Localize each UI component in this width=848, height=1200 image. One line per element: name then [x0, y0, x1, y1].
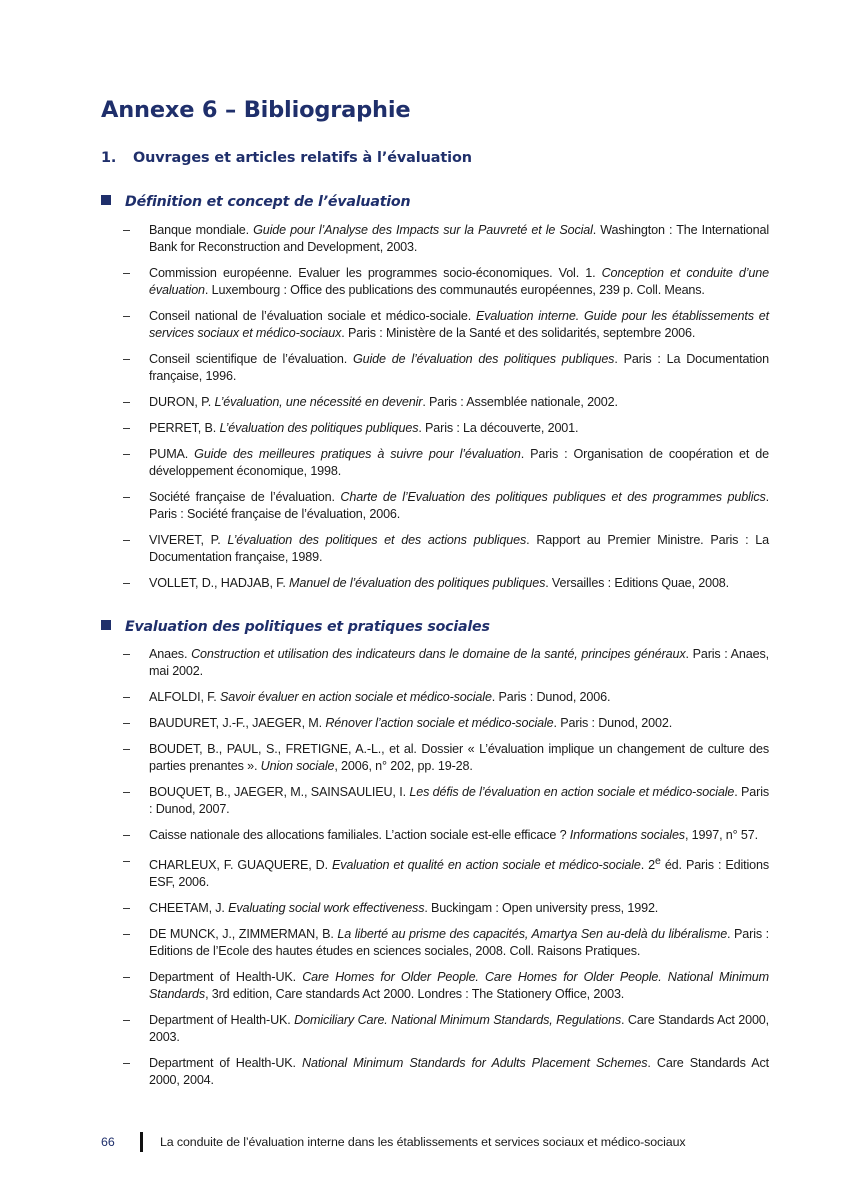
entry-title: Les défis de l’évaluation en action sociale et médico-sociale — [409, 785, 735, 799]
entry-publication: , 2006, n° 202, pp. 19-28. — [334, 759, 473, 773]
entry-title: L’évaluation, une nécessité en devenir — [214, 395, 423, 409]
bibliography-entry — [101, 646, 769, 680]
entry-author: Department of Health-UK. — [149, 970, 303, 985]
bibliography-entry — [101, 741, 769, 775]
page-number: 66 — [101, 1135, 115, 1149]
entry-author: Conseil scientifique de l’évaluation. — [149, 352, 353, 366]
bibliography-entry — [101, 446, 769, 480]
bibliography-entry — [101, 689, 769, 706]
list-dash: – — [123, 533, 130, 547]
footer-divider — [140, 1132, 143, 1152]
entry-title: Evaluation interne. Guide pour les établissements et services sociaux et médico-sociaux — [149, 309, 769, 340]
list-dash: – — [123, 223, 130, 237]
entry-title: Evaluating social work effectiveness — [228, 901, 425, 916]
list-dash: – — [123, 395, 130, 409]
bibliography-entry — [101, 1055, 769, 1089]
page-footer — [101, 1132, 781, 1154]
entry-title: La liberté au prisme des capacités, Amartya Sen au-delà du libéralisme — [337, 927, 728, 942]
entry-author: BAUDURET, J.-F., JAEGER, M. — [149, 716, 326, 730]
bibliography-entry — [101, 784, 769, 818]
subsection-title: Définition et concept de l’évaluation — [125, 194, 411, 210]
list-dash: – — [123, 421, 130, 435]
entry-author: Caisse nationale des allocations familiales. L’action sociale est-elle efficace ? — [149, 828, 570, 842]
list-dash: – — [123, 927, 130, 942]
list-dash: – — [123, 742, 130, 756]
entry-publication: . Rapport au Premier Ministre. Paris : La Documentation française, 1989. — [149, 533, 769, 564]
entry-author: BOUQUET, B., JAEGER, M., SAINSAULIEU, I. — [149, 785, 410, 799]
bibliography-entry — [101, 489, 769, 523]
entry-publication: . Paris : Assemblée nationale, 2002. — [422, 395, 618, 409]
list-dash: – — [123, 690, 130, 704]
entry-title: Evaluation et qualité en action sociale et médico-sociale — [332, 858, 641, 873]
entry-title: L’évaluation des politiques publiques — [219, 421, 419, 435]
entry-publication: . Paris : Dunod, 2006. — [491, 690, 611, 704]
entry-author: Société française de l’évaluation. — [149, 490, 341, 504]
entry-author: Commission européenne. Evaluer les programmes socio-économiques. Vol. 1. — [149, 266, 602, 280]
entry-author: DE MUNCK, J., ZIMMERMAN, B. — [149, 927, 338, 942]
bibliography-entry — [101, 351, 769, 385]
entry-author: Anaes. — [149, 647, 192, 661]
bibliography-entry — [101, 222, 769, 256]
section-title: Ouvrages et articles relatifs à l’évaluation — [133, 150, 472, 166]
bibliography-entry — [101, 532, 769, 566]
entry-publication: , 1997, n° 57. — [684, 828, 758, 842]
entry-publication: . Care Standards Act 2000, 2004. — [149, 1056, 769, 1088]
entry-title: Guide pour l’Analyse des Impacts sur la Pauvreté et le Social — [253, 223, 593, 237]
entry-title: Union sociale — [260, 759, 335, 773]
entry-author: BOUDET, B., PAUL, S., FRETIGNE, A.-L., et al. Dossier « L’évaluation implique un changement de culture des parties prenantes ». — [149, 742, 769, 773]
entry-publication: . Paris : Organisation de coopération et de développement économique, 1998. — [149, 447, 769, 478]
entry-publication: . Paris : La découverte, 2001. — [418, 421, 579, 435]
entry-title: National Minimum Standards for Adults Placement Schemes — [302, 1056, 648, 1071]
entry-publication: . Washington : The International Bank for Reconstruction and Development, 2003. — [149, 223, 769, 254]
bibliography-entry — [101, 926, 769, 960]
entry-title: Informations sociales — [569, 828, 685, 842]
entry-title: Conception et conduite d’une évaluation — [149, 266, 769, 297]
list-dash: – — [123, 352, 130, 366]
entry-publication: . Paris : Société française de l’évaluation, 2006. — [149, 490, 770, 521]
entry-title: Guide des meilleures pratiques à suivre pour l’évaluation — [194, 447, 521, 461]
entry-author: VOLLET, D., HADJAB, F. — [149, 576, 290, 590]
entry-publication: . Paris : La Documentation française, 1996. — [149, 352, 769, 383]
bibliography-entry — [101, 575, 769, 592]
list-dash: – — [123, 970, 130, 985]
list-dash: – — [123, 1013, 130, 1028]
entry-author: Department of Health-UK. — [149, 1013, 295, 1028]
square-bullet-icon — [101, 195, 111, 205]
bibliography-entry — [101, 394, 769, 411]
entry-title: Guide de l’évaluation des politiques publiques — [352, 352, 615, 366]
entry-author: ALFOLDI, F. — [149, 690, 220, 704]
entry-author: CHARLEUX, F. GUAQUERE, D. — [149, 858, 333, 873]
list-dash: – — [123, 716, 130, 730]
entry-title: Savoir évaluer en action sociale et médico-sociale — [219, 690, 492, 704]
list-dash: – — [123, 854, 130, 868]
footer-text: La conduite de l’évaluation interne dans les établissements et services sociaux et médico-sociaux — [160, 1135, 686, 1149]
list-dash: – — [123, 309, 130, 323]
section-heading — [101, 150, 472, 166]
entry-title: Manuel de l’évaluation des politiques publiques — [289, 576, 546, 590]
entry-publication-cont: éd. Paris : Editions ESF, 2006. — [149, 858, 769, 890]
entry-title: Domiciliary Care. National Minimum Standards, Regulations — [294, 1013, 622, 1028]
entry-title: Charte de l’Evaluation des politiques publiques et des programmes publics — [340, 490, 766, 504]
list-dash: – — [123, 576, 130, 590]
list-dash: – — [123, 901, 130, 916]
bibliography-entry — [101, 827, 769, 844]
entry-publication: . Paris : Dunod, 2002. — [553, 716, 673, 730]
entry-title: Care Homes for Older People. Care Homes for Older People. National Minimum Standards — [149, 970, 769, 1002]
list-dash: – — [123, 785, 130, 799]
bibliography-entry — [101, 420, 769, 437]
entry-author: Banque mondiale. — [149, 223, 254, 237]
entry-author: CHEETAM, J. — [149, 901, 229, 916]
entry-publication: . Care Standards Act 2000, 2003. — [149, 1013, 770, 1045]
bibliography-entry — [101, 1012, 769, 1046]
bibliography-entry — [101, 265, 769, 299]
entry-author: VIVERET, P. — [149, 533, 228, 547]
entry-publication: . Paris : Dunod, 2007. — [149, 785, 769, 816]
entry-publication: . Luxembourg : Office des publications des communautés européennes, 239 p. Coll. Means. — [204, 283, 705, 297]
entry-title: Rénover l’action sociale et médico-sociale — [325, 716, 554, 730]
subsection-heading-evaluation — [101, 619, 490, 635]
section-number: 1. — [101, 150, 117, 166]
bibliography-entry — [101, 715, 769, 732]
entry-publication: , 3rd edition, Care standards Act 2000. Londres : The Stationery Office, 2003. — [205, 987, 625, 1002]
list-dash: – — [123, 490, 130, 504]
entry-superscript: e — [655, 855, 661, 867]
entry-publication: . Paris : Ministère de la Santé et des solidarités, septembre 2006. — [341, 326, 696, 340]
entry-author: PUMA. — [149, 447, 195, 461]
bibliography-entry — [101, 969, 769, 1003]
list-dash: – — [123, 447, 130, 461]
entry-author: Conseil national de l’évaluation sociale et médico-sociale. — [149, 309, 476, 323]
list-dash: – — [123, 828, 130, 842]
bibliography-entry — [101, 900, 769, 917]
entry-author: PERRET, B. — [149, 421, 220, 435]
subsection-heading-definition — [101, 194, 410, 210]
entry-author: DURON, P. — [149, 395, 215, 409]
entry-title: L’évaluation des politiques et des actions publiques — [227, 533, 527, 547]
bibliography-entry — [101, 308, 769, 342]
entry-title: Construction et utilisation des indicateurs dans le domaine de la santé, principes généraux — [191, 647, 686, 661]
list-dash: – — [123, 1056, 130, 1071]
entry-publication: . Versailles : Editions Quae, 2008. — [545, 576, 730, 590]
bibliography-list-evaluation — [101, 646, 769, 1098]
entry-publication: . Paris : Anaes, mai 2002. — [149, 647, 769, 678]
page-title: Annexe 6 – Bibliographie — [101, 97, 411, 123]
subsection-title: Evaluation des politiques et pratiques sociales — [125, 619, 490, 635]
entry-publication: . Buckingam : Open university press, 1992. — [424, 901, 659, 916]
entry-publication: . Paris : Editions de l’Ecole des hautes études en sciences sociales, 2008. Coll. Raisons Pratiques. — [149, 927, 769, 959]
list-dash: – — [123, 266, 130, 280]
square-bullet-icon — [101, 620, 111, 630]
bibliography-entry — [101, 853, 769, 891]
list-dash: – — [123, 647, 130, 661]
bibliography-list-definition — [101, 222, 769, 601]
entry-author: Department of Health-UK. — [149, 1056, 303, 1071]
entry-publication: . 2 — [640, 858, 656, 873]
